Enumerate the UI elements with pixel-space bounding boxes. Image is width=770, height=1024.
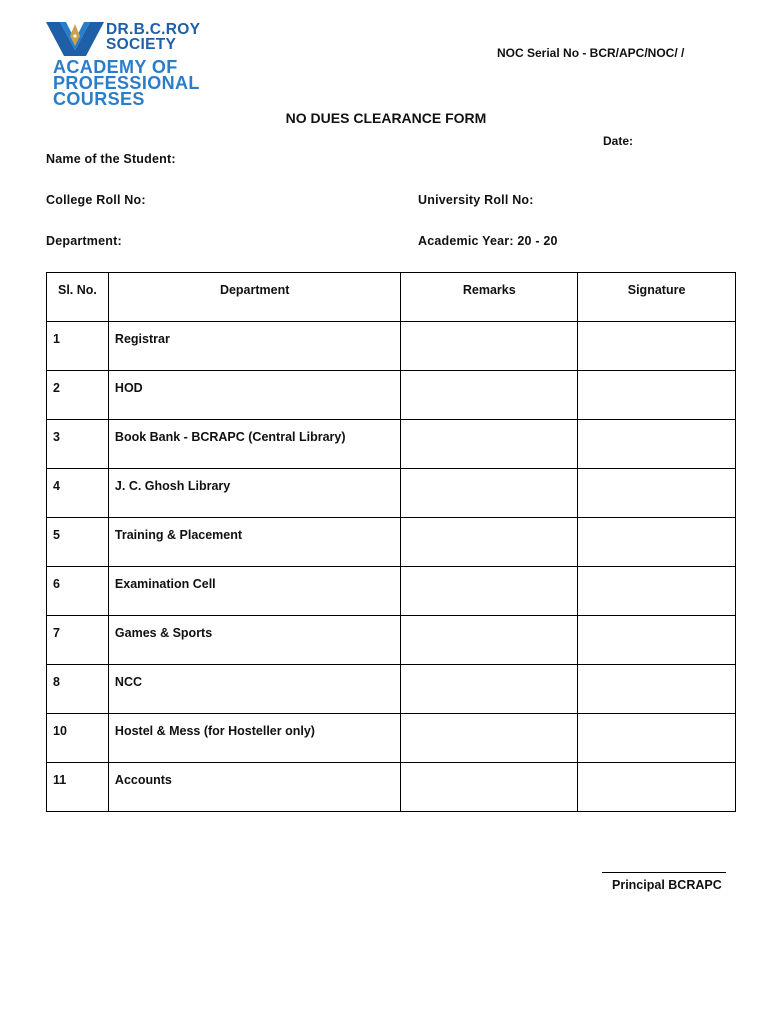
logo-society-text <box>106 22 200 52</box>
signature-line <box>602 872 726 873</box>
row-remarks-cell[interactable] <box>401 420 578 469</box>
table-row <box>47 322 736 371</box>
department-field[interactable]: Department: <box>46 234 122 248</box>
university-roll-field[interactable]: University Roll No: <box>418 193 534 207</box>
row-remarks-cell[interactable] <box>401 616 578 665</box>
header-signature: Signature <box>578 273 736 322</box>
row-remarks-cell[interactable] <box>401 714 578 763</box>
logo-main-line3: COURSES <box>53 89 145 109</box>
header-remarks: Remarks <box>401 273 578 322</box>
row-department: Accounts <box>108 763 401 812</box>
row-sl-no: 8 <box>47 665 109 714</box>
table-row <box>47 420 736 469</box>
table-row <box>47 665 736 714</box>
page-title <box>0 110 770 126</box>
clearance-table <box>46 272 736 812</box>
row-remarks-cell[interactable] <box>401 371 578 420</box>
row-remarks-cell[interactable] <box>401 518 578 567</box>
row-remarks-cell[interactable] <box>401 567 578 616</box>
logo <box>46 18 226 110</box>
row-department: HOD <box>108 371 401 420</box>
table-header-row <box>47 273 736 322</box>
row-sl-no: 1 <box>47 322 109 371</box>
college-roll-field[interactable]: College Roll No: <box>46 193 146 207</box>
row-signature-cell[interactable] <box>578 714 736 763</box>
pen-nib-icon <box>46 22 104 56</box>
row-department: Training & Placement <box>108 518 401 567</box>
row-sl-no: 11 <box>47 763 109 812</box>
table-row <box>47 469 736 518</box>
row-department: Registrar <box>108 322 401 371</box>
row-remarks-cell[interactable] <box>401 665 578 714</box>
table-row <box>47 371 736 420</box>
logo-academy-text <box>53 59 200 107</box>
row-signature-cell[interactable] <box>578 469 736 518</box>
header-sl-no: Sl. No. <box>47 273 109 322</box>
row-sl-no: 3 <box>47 420 109 469</box>
row-signature-cell[interactable] <box>578 322 736 371</box>
row-sl-no: 6 <box>47 567 109 616</box>
row-signature-cell[interactable] <box>578 518 736 567</box>
table-row <box>47 567 736 616</box>
row-department: Games & Sports <box>108 616 401 665</box>
row-sl-no: 5 <box>47 518 109 567</box>
row-signature-cell[interactable] <box>578 665 736 714</box>
row-department: Hostel & Mess (for Hosteller only) <box>108 714 401 763</box>
logo-top-line1: DR.B.C.ROY <box>106 21 201 38</box>
row-remarks-cell[interactable] <box>401 322 578 371</box>
row-department: Examination Cell <box>108 567 401 616</box>
row-signature-cell[interactable] <box>578 371 736 420</box>
row-department: NCC <box>108 665 401 714</box>
header-department: Department <box>108 273 401 322</box>
row-signature-cell[interactable] <box>578 616 736 665</box>
date-field[interactable]: Date: <box>603 134 634 148</box>
table-row <box>47 714 736 763</box>
principal-signature-label: Principal BCRAPC <box>612 878 722 892</box>
row-department: J. C. Ghosh Library <box>108 469 401 518</box>
row-sl-no: 4 <box>47 469 109 518</box>
logo-main-line2: PROFESSIONAL <box>53 73 200 93</box>
row-sl-no: 7 <box>47 616 109 665</box>
row-remarks-cell[interactable] <box>401 763 578 812</box>
row-signature-cell[interactable] <box>578 763 736 812</box>
table-row <box>47 518 736 567</box>
row-sl-no: 10 <box>47 714 109 763</box>
table-row <box>47 763 736 812</box>
table-row <box>47 616 736 665</box>
row-signature-cell[interactable] <box>578 567 736 616</box>
row-signature-cell[interactable] <box>578 420 736 469</box>
student-name-field[interactable]: Name of the Student: <box>46 152 176 166</box>
row-remarks-cell[interactable] <box>401 469 578 518</box>
row-department: Book Bank - BCRAPC (Central Library) <box>108 420 401 469</box>
row-sl-no: 2 <box>47 371 109 420</box>
logo-top-line2: SOCIETY <box>106 36 177 53</box>
academic-year-field[interactable]: Academic Year: 20 - 20 <box>418 234 558 248</box>
page-title-text: NO DUES CLEARANCE FORM <box>285 110 487 126</box>
noc-serial-number: NOC Serial No - BCR/APC/NOC/ / <box>497 46 685 60</box>
logo-main-line1: ACADEMY OF <box>53 57 178 77</box>
